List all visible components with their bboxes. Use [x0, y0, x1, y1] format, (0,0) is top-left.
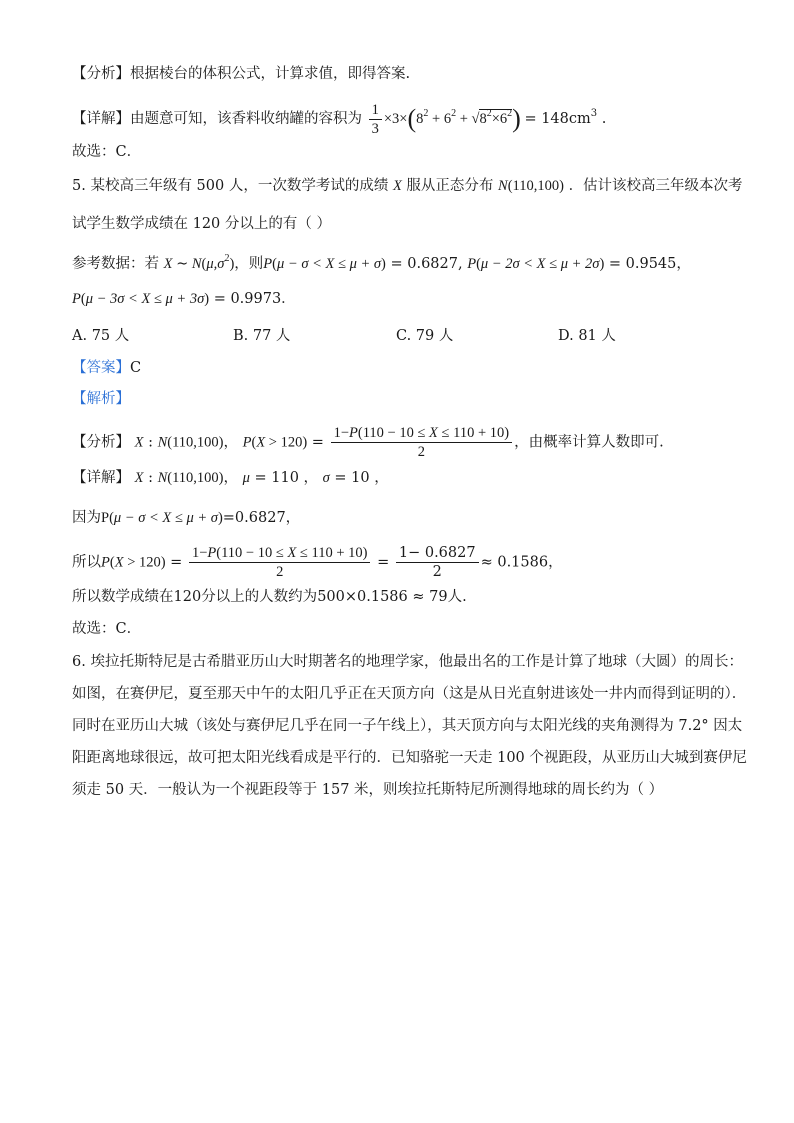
option-d: D. 81 人 — [558, 328, 616, 344]
q5-stem-2: 试学生数学成绩在 120 分以上的有（ ） — [72, 216, 332, 232]
q5-so-2: 所以数学成绩在120分以上的人数约为500×0.1586 ≈ 79人. — [72, 589, 467, 605]
q6-line-3: 同时在亚历山大城（该处与赛伊尼几乎在同一子午线上），其天顶方向与太阳光线的夹角测得为 7.2° 因太 — [72, 718, 743, 734]
q5-answer — [72, 358, 141, 378]
q4-analysis — [72, 64, 410, 84]
q5-reference-1: 参考数据：若 X ∼ $N(\mu,\sigma^2)$，则P(μ − σ < X ≤ μ + σ) = 0.6827, P(μ − 2σ < X ≤ μ + 2σ) = 0.9545， — [72, 253, 691, 272]
q5-detail: 【详解】 X : N(110,100)， μ = 110 ， σ = 10 ， — [72, 470, 389, 486]
q4-detail: 【详解】由题意可知，该香料收纳罐的容积为 $\frac{1}{3}$ $\times 3\times(8^2 + 6^2 + √8^2\times 6^2) = 148cm^3$ . — [72, 102, 607, 137]
q6-line-5: 须走 50 天．一般认为一个视距段等于 157 米，则埃拉托斯特尼所测得地球的周长约为（ ） — [72, 782, 664, 798]
q5-because: 因为P(μ − σ < X ≤ μ + σ)=0.6827， — [72, 510, 301, 526]
q6-line-1: 6. 埃拉托斯特尼是古希腊亚历山大时期著名的地理学家，他最出名的工作是计算了地球（大圆）的周长： — [72, 654, 743, 670]
detail-tag: 【详解】 — [72, 110, 130, 127]
q6-line-2: 如图，在赛伊尼，夏至那天中午的太阳几乎正在天顶方向（这是从日光直射进该处一井内而得到证明的）． — [72, 686, 747, 702]
analysis-text: 根据棱台的体积公式，计算求值，即得答案. — [130, 66, 411, 82]
option-c: C. 79 人 — [396, 328, 454, 344]
analysis-tag: 【分析】 — [72, 66, 130, 82]
answer-tag: 【答案】 — [72, 360, 130, 376]
q6-line-4: 阳距离地球很远，故可把太阳光线看成是平行的．已知骆驼一天走 100 个视距段，从亚历山大城到赛伊尼 — [72, 750, 747, 766]
volume-formula: $\frac{1}{3}$ $\times 3\times(8^2 + 6^2 + √8^2\times 6^2)$ — [367, 111, 525, 127]
detail-text: 由题意可知，该香料收纳罐的容积为 — [130, 110, 362, 127]
answer-value: C — [130, 360, 142, 376]
q5-explain-tag: 【解析】 — [72, 391, 130, 407]
q5-reference-2: P(μ − 3σ < X ≤ μ + 3σ) = 0.9973． — [72, 291, 296, 307]
q5-conclusion: 故选：C． — [72, 621, 142, 637]
volume-result: = 148cm — [524, 110, 591, 127]
option-b: B. 77 人 — [233, 328, 291, 344]
q5-so-1: 所以P(X > 120) = $\frac{1-P(110 - 10 \le X \le 110 + 10)}{2}$ = $\frac{1- 0.6827}{2}$ ≈ 0.1586， — [72, 545, 563, 580]
q5-stem-1: 5. 某校高三年级有 500 人，一次数学考试的成绩 X 服从正态分布 N(110,100) ．估计该校高三年级本次考 — [72, 178, 743, 194]
q5-analysis: 【分析】 X : N(110,100)， P(X > 120) = $\frac{1-P(110 - 10 \le X \le 110 + 10)}{2}$ ，由概率计算人数即可. — [72, 425, 664, 460]
q4-conclusion: 故选：C． — [72, 144, 142, 160]
option-a: A. 75 人 — [72, 328, 130, 344]
